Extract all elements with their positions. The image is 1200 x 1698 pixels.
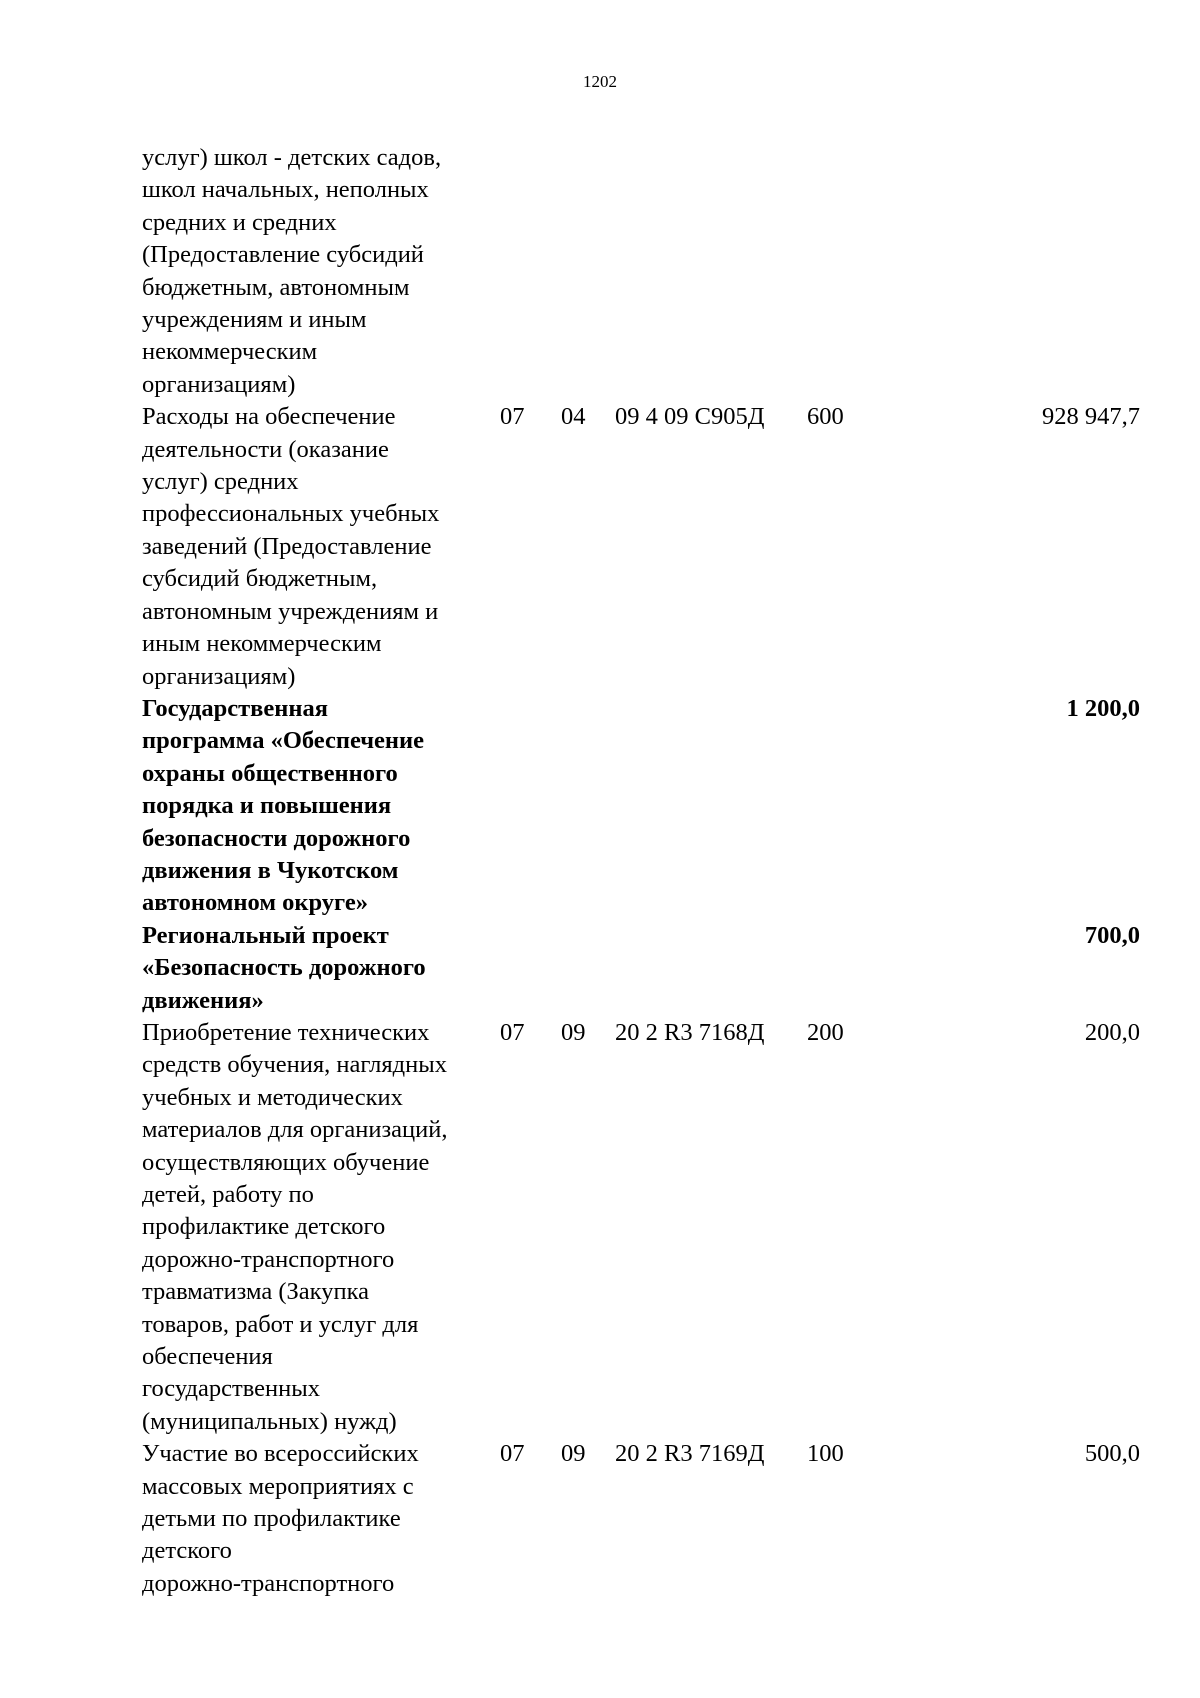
row-name-line: деятельности (оказание xyxy=(142,435,389,463)
row-name xyxy=(142,1017,500,1438)
row-name-line: детского xyxy=(142,1537,232,1565)
table-row xyxy=(142,1438,1142,1600)
row-name-line: учебных и методических xyxy=(142,1083,403,1111)
row-name-line: профессиональных учебных xyxy=(142,500,440,528)
row-name-line: массовых мероприятиях с xyxy=(142,1472,414,1500)
section-code: 07 xyxy=(500,1018,525,1046)
row-name-line: школ начальных, неполных xyxy=(142,176,429,204)
row-name-line: организациям) xyxy=(142,662,296,690)
table-row xyxy=(142,1017,1142,1438)
row-name-line: средств обучения, наглядных xyxy=(142,1051,447,1079)
row-name-line: услуг) средних xyxy=(142,468,299,496)
row-name-line: организациям) xyxy=(142,370,296,398)
amount: 200,0 xyxy=(1084,1018,1140,1046)
row-name-line: материалов для организаций, xyxy=(142,1116,448,1144)
row-name-line: услуг) школ - детских садов, xyxy=(142,144,442,171)
row-name-line: осуществляющих обучение xyxy=(142,1148,430,1176)
row-name-line: (муниципальных) нужд) xyxy=(142,1407,397,1435)
row-name-line: порядка и повышения xyxy=(142,792,392,820)
row-name-line: охраны общественного xyxy=(142,759,398,787)
row-name-line: бюджетным, автономным xyxy=(142,273,410,301)
target-article-code: 09 4 09 С905Д xyxy=(615,403,765,431)
subsection-code: 04 xyxy=(561,403,586,431)
row-name-line: Государственная xyxy=(142,694,328,722)
amount: 700,0 xyxy=(1084,921,1140,949)
row-name-line: товаров, работ и услуг для xyxy=(142,1310,419,1338)
subsection-code: 09 xyxy=(561,1440,586,1468)
row-name-line: субсидий бюджетным, xyxy=(142,565,378,593)
row-name-line: учреждениям и иным xyxy=(142,306,367,334)
table-row xyxy=(142,142,1142,401)
row-name-line: заведений (Предоставление xyxy=(142,532,432,560)
row-name-line: безопасности дорожного xyxy=(142,824,411,852)
row-name xyxy=(142,401,500,693)
row-name-line: дорожно-транспортного xyxy=(142,1245,395,1273)
target-article-code: 20 2 R3 7168Д xyxy=(615,1018,765,1046)
row-name-line: детьми по профилактике xyxy=(142,1505,401,1533)
row-name-line: движения в Чукотском xyxy=(142,856,399,884)
row-name-line: иным некоммерческим xyxy=(142,630,382,658)
row-name-line: средних и средних xyxy=(142,208,337,236)
row-name xyxy=(142,1438,500,1600)
expense-type-code: 100 xyxy=(807,1440,844,1468)
row-name-line: автономном округе» xyxy=(142,889,368,917)
row-name-line: Расходы на обеспечение xyxy=(142,403,396,431)
table-row xyxy=(142,401,1142,693)
row-name xyxy=(142,142,500,401)
row-name-line: Участие во всероссийских xyxy=(142,1440,419,1468)
row-name-line: обеспечения xyxy=(142,1343,273,1371)
row-name-line: программа «Обеспечение xyxy=(142,727,425,755)
row-name-line: (Предоставление субсидий xyxy=(142,241,424,269)
amount: 928 947,7 xyxy=(1042,403,1140,431)
row-name-line: движения» xyxy=(142,986,264,1014)
amount: 500,0 xyxy=(1084,1440,1140,1468)
row-name-line: детей, работу по xyxy=(142,1181,314,1208)
subsection-code: 09 xyxy=(561,1018,586,1046)
expense-type-code: 200 xyxy=(807,1018,844,1046)
row-name-line: Региональный проект xyxy=(142,921,389,949)
row-name-line: «Безопасность дорожного xyxy=(142,954,426,982)
row-name-line: Приобретение технических xyxy=(142,1018,430,1046)
row-name-line: дорожно-транспортного xyxy=(142,1569,395,1597)
target-article-code: 20 2 R3 7169Д xyxy=(615,1440,765,1468)
page-number: 1202 xyxy=(583,72,617,91)
expense-type-code: 600 xyxy=(807,403,844,431)
table-row xyxy=(142,920,1142,1017)
row-name-line: профилактике детского xyxy=(142,1213,386,1241)
row-name xyxy=(142,920,500,1017)
table-row xyxy=(142,693,1142,920)
row-name xyxy=(142,693,500,920)
amount: 1 200,0 xyxy=(1066,694,1140,722)
section-code: 07 xyxy=(500,403,525,431)
budget-table xyxy=(142,142,1142,1600)
row-name-line: некоммерческим xyxy=(142,338,318,366)
row-name-line: автономным учреждениям и xyxy=(142,597,439,625)
section-code: 07 xyxy=(500,1440,525,1468)
row-name-line: государственных xyxy=(142,1375,320,1403)
row-name-line: травматизма (Закупка xyxy=(142,1278,369,1306)
